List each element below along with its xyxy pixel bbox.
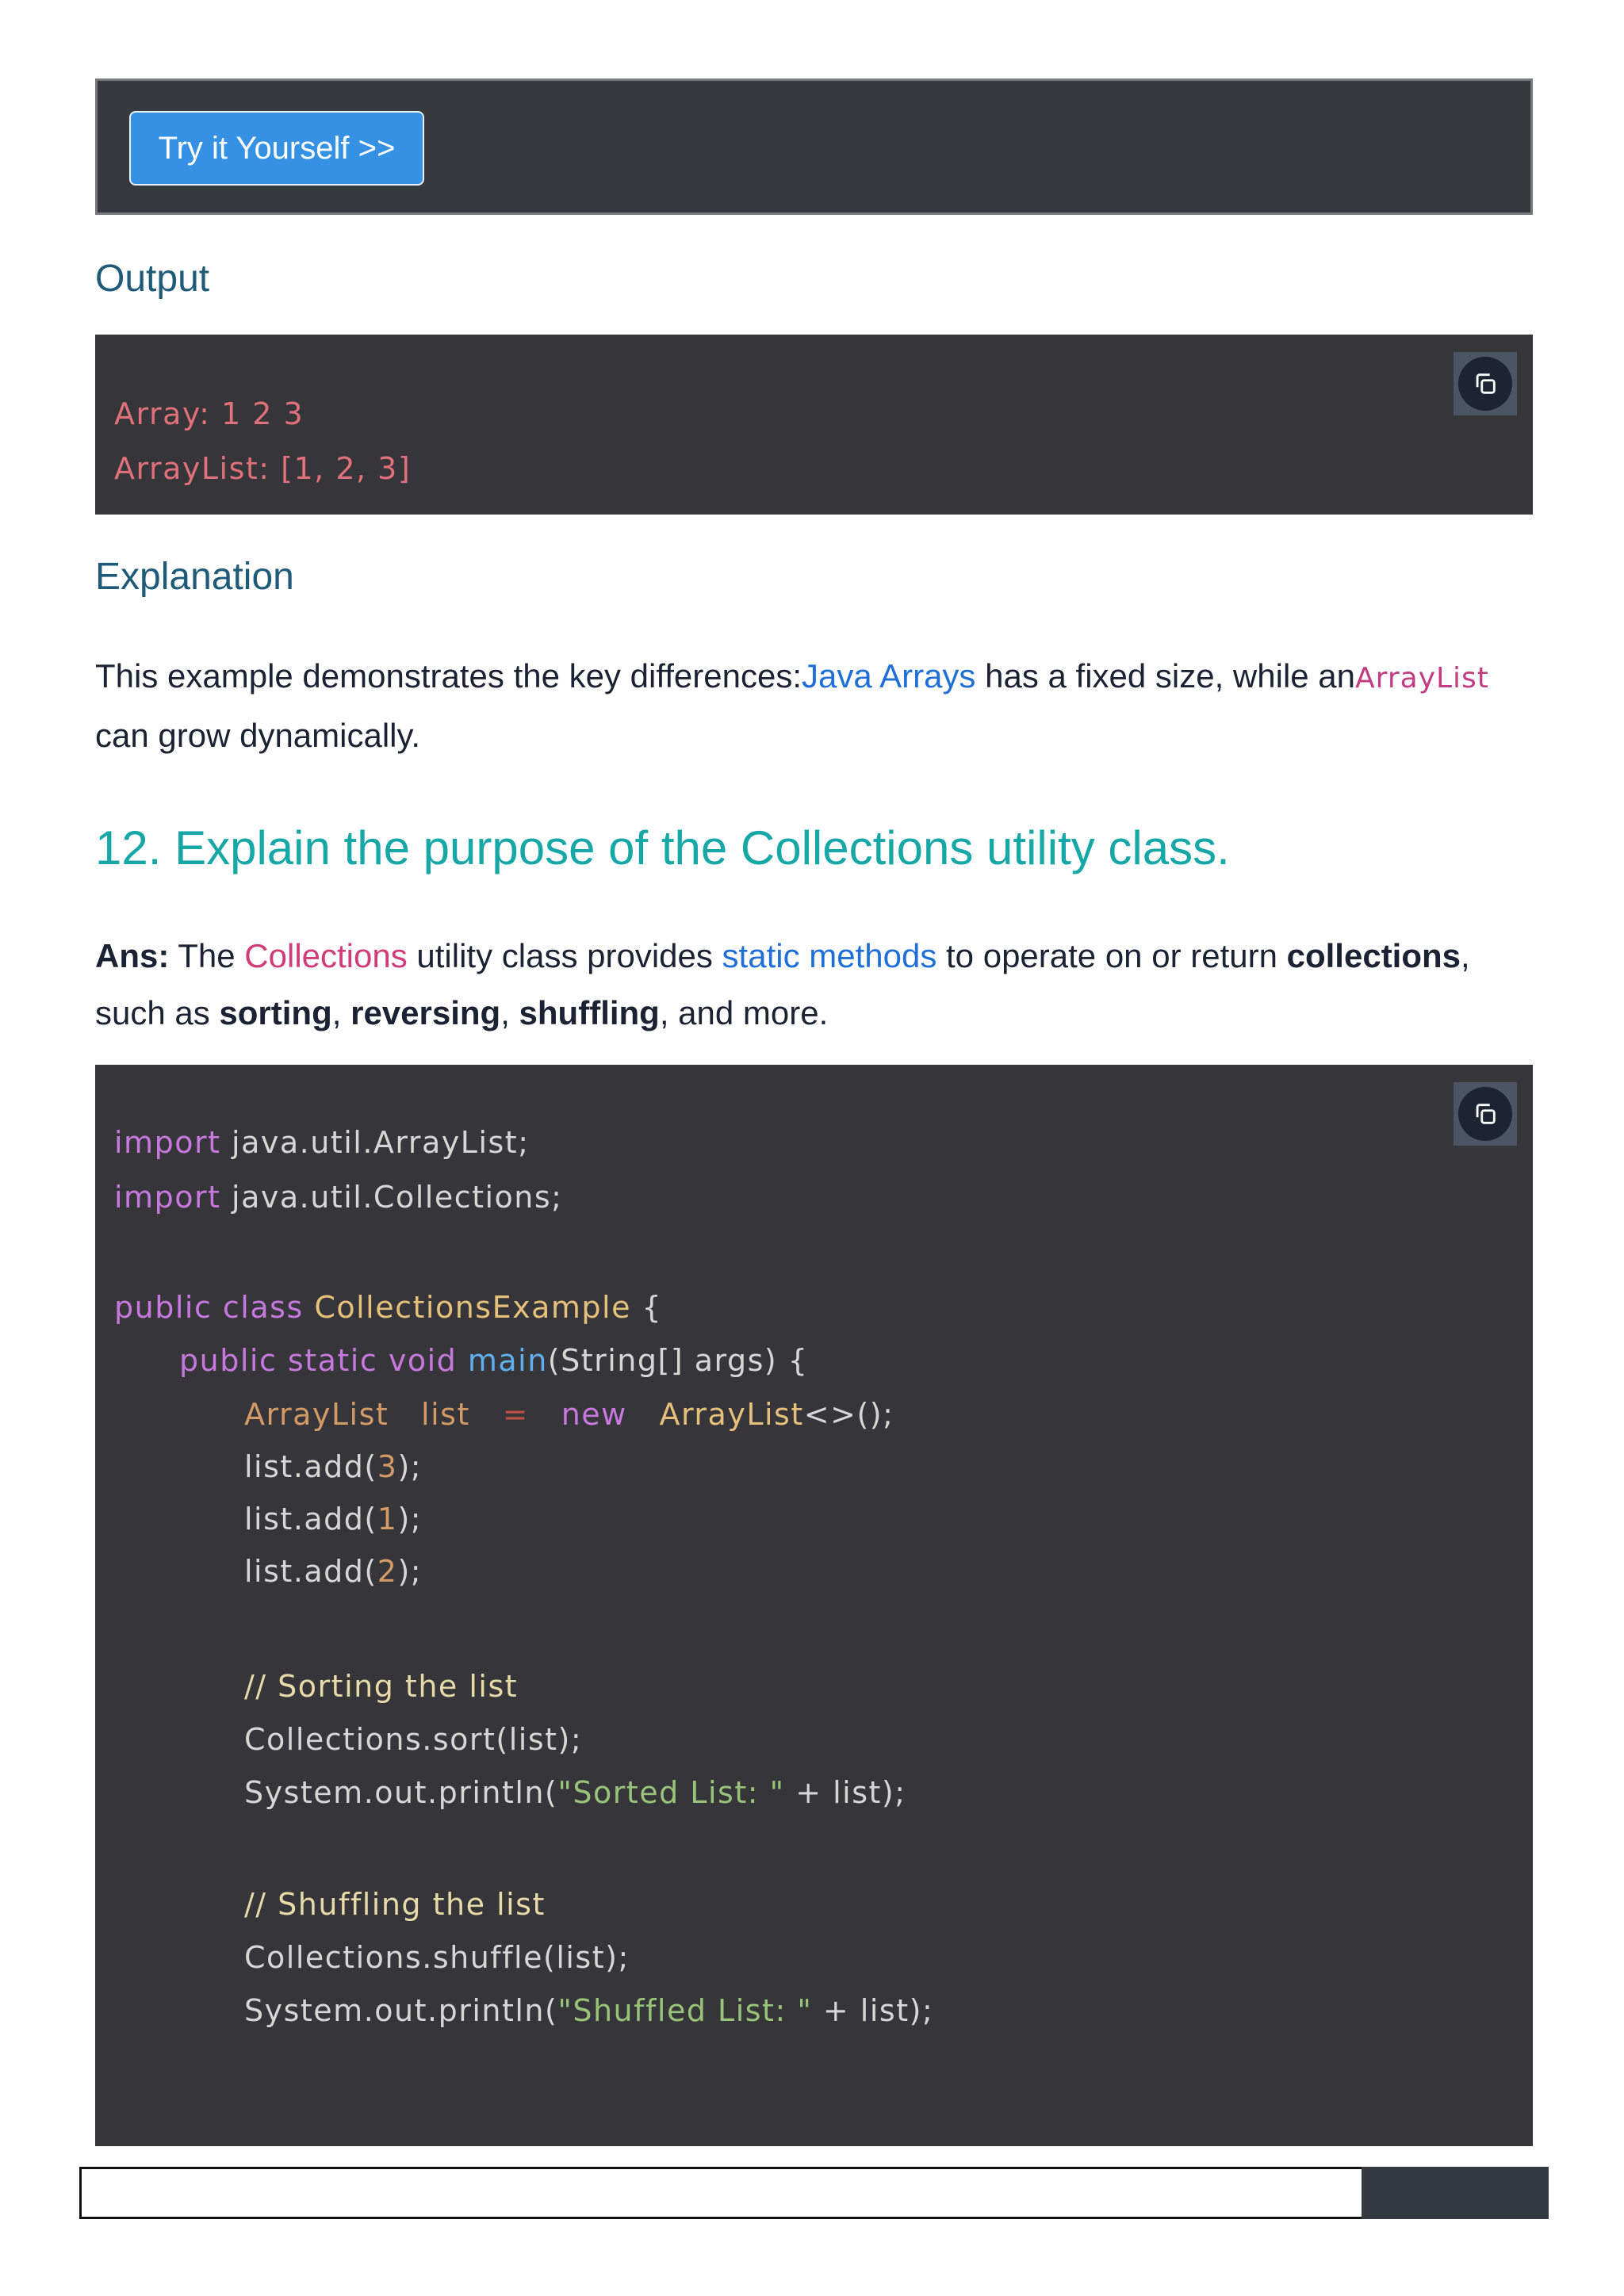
code-line: list.add(1);: [244, 1502, 423, 1536]
explanation-paragraph: This example demonstrates the key differences:Java Arrays has a fixed size, while anArrayList can grow dynamically.: [95, 657, 1489, 754]
copy-icon: [1472, 1100, 1499, 1127]
copy-icon: [1472, 370, 1499, 397]
output-line: Array: 1 2 3: [114, 396, 304, 431]
answer-paragraph: Ans: The Collections utility class provides static methods to operate on or return collections, such as sorting, reversing, shuffling, and more.: [95, 937, 1470, 1031]
explanation-heading: Explanation: [95, 556, 294, 598]
code-line: import java.util.Collections;: [114, 1180, 563, 1215]
code-line: import java.util.ArrayList;: [114, 1125, 530, 1160]
output-line: ArrayList: [1, 2, 3]: [114, 451, 412, 486]
ans-label: Ans:: [95, 937, 170, 974]
question-heading: 12. Explain the purpose of the Collections utility class.: [95, 821, 1230, 874]
code-block: [95, 1065, 1533, 2146]
code-line: list.add(2);: [244, 1554, 423, 1589]
try-it-panel: [95, 78, 1533, 215]
code-comment: // Sorting the list: [244, 1669, 519, 1704]
copy-code-button[interactable]: [1454, 1082, 1517, 1146]
code-line: Collections.shuffle(list);: [244, 1940, 630, 1975]
output-heading: Output: [95, 258, 210, 300]
code-line: ArrayList list = new ArrayList<>();: [244, 1397, 894, 1432]
code-comment: // Shuffling the list: [244, 1887, 546, 1922]
code-line: Collections.sort(list);: [244, 1722, 583, 1757]
code-line: list.add(3);: [244, 1449, 423, 1484]
try-it-yourself-button[interactable]: Try it Yourself >>: [129, 111, 424, 186]
code-line: public class CollectionsExample {: [114, 1290, 663, 1325]
static-methods-link[interactable]: static methods: [722, 937, 937, 974]
code-line: System.out.println("Shuffled List: " + list);: [244, 1993, 934, 2028]
code-line: System.out.println("Sorted List: " + list);: [244, 1775, 906, 1810]
footer-dark-block: [1362, 2167, 1549, 2219]
java-arrays-link[interactable]: Java Arrays: [802, 657, 976, 695]
output-block: [95, 335, 1533, 515]
collections-term: Collections: [244, 937, 408, 974]
arraylist-inline-code: ArrayList: [1355, 662, 1489, 695]
code-line: public static void main(String[] args) {: [179, 1343, 809, 1378]
footer-bar: [79, 2167, 1364, 2219]
copy-output-button[interactable]: [1454, 352, 1517, 415]
